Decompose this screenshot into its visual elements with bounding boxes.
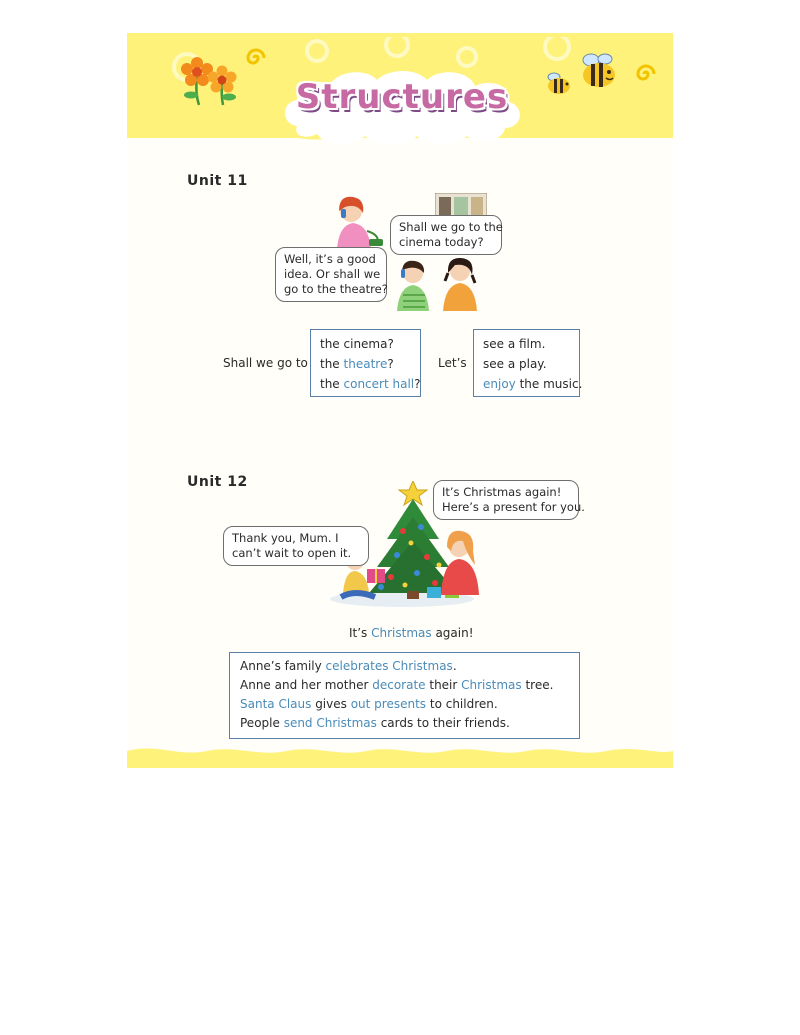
page-title: Structures bbox=[295, 77, 509, 117]
text-row bbox=[483, 374, 583, 394]
bubble-line: idea. Or shall we bbox=[284, 267, 381, 281]
text-segment: again! bbox=[431, 626, 474, 640]
key-word: Christmas bbox=[461, 678, 522, 692]
bubble-line: go to the theatre? bbox=[284, 282, 388, 296]
key-word: Christmas bbox=[371, 626, 432, 640]
sentence-box bbox=[229, 652, 580, 739]
key-word: Santa Claus bbox=[240, 697, 312, 711]
bubble-line: It’s Christmas again! bbox=[442, 485, 562, 499]
text-row bbox=[240, 657, 569, 676]
key-word: celebrates Christmas bbox=[325, 659, 453, 673]
swirl-icon bbox=[243, 45, 269, 71]
structure-lead: Shall we go to bbox=[223, 356, 308, 370]
flower-icon bbox=[179, 49, 241, 107]
text-row bbox=[483, 334, 570, 354]
text-segment: their bbox=[425, 678, 462, 692]
unit-heading: Unit 11 bbox=[187, 173, 248, 189]
key-word: out presents bbox=[350, 697, 427, 711]
text-segment: ? bbox=[414, 377, 421, 391]
text-row bbox=[483, 354, 570, 374]
swirl-icon bbox=[633, 61, 659, 87]
unit-heading: Unit 12 bbox=[187, 474, 248, 490]
text-row bbox=[320, 374, 421, 394]
text-segment: Anne and her mother bbox=[240, 678, 373, 692]
text-segment: the bbox=[320, 357, 344, 371]
bee-icon bbox=[545, 71, 573, 95]
text-segment: to children. bbox=[426, 697, 498, 711]
text-segment: see a play. bbox=[483, 357, 547, 371]
text-segment: gives bbox=[311, 697, 351, 711]
structure-box-places bbox=[310, 329, 421, 397]
text-segment: Anne’s family bbox=[240, 659, 326, 673]
text-segment: cards to their friends. bbox=[376, 716, 510, 730]
bubble-line: Well, it’s a good bbox=[284, 252, 376, 266]
key-word: send Christmas bbox=[283, 716, 377, 730]
girl-phone-illustration bbox=[327, 191, 387, 249]
bubble-line: Shall we go to the bbox=[399, 220, 503, 234]
bee-icon bbox=[579, 51, 619, 89]
bubble-line: cinema today? bbox=[399, 235, 484, 249]
structure-mid: Let’s bbox=[438, 356, 467, 370]
text-segment: People bbox=[240, 716, 284, 730]
key-word: concert hall bbox=[343, 377, 415, 391]
textbook-page bbox=[127, 33, 673, 768]
text-row bbox=[320, 334, 411, 354]
bubble-line: Here’s a present for you. bbox=[442, 500, 585, 514]
speech-bubble-boy bbox=[390, 215, 502, 255]
bubble-line: Thank you, Mum. I bbox=[232, 531, 339, 545]
speech-bubble-mother bbox=[433, 480, 585, 520]
key-word: decorate bbox=[372, 678, 426, 692]
text-row bbox=[240, 714, 569, 733]
girl-illustration bbox=[439, 253, 481, 311]
unit-caption bbox=[349, 626, 474, 640]
text-segment: ? bbox=[387, 357, 394, 371]
text-segment: the bbox=[320, 377, 344, 391]
bubble-line: can’t wait to open it. bbox=[232, 546, 352, 560]
speech-bubble-girl bbox=[275, 247, 387, 302]
text-segment: the music. bbox=[515, 377, 583, 391]
key-word: theatre bbox=[343, 357, 388, 371]
text-row bbox=[240, 695, 569, 714]
text-row bbox=[320, 354, 411, 374]
key-word: enjoy bbox=[483, 377, 516, 391]
text-segment: It’s bbox=[349, 626, 372, 640]
text-segment: tree. bbox=[521, 678, 554, 692]
text-segment: see a film. bbox=[483, 337, 546, 351]
structure-box-activities bbox=[473, 329, 583, 397]
text-segment: . bbox=[452, 659, 457, 673]
boy-phone-illustration bbox=[391, 255, 435, 311]
text-row bbox=[240, 676, 569, 695]
speech-bubble-daughter bbox=[223, 526, 369, 566]
footer-wave bbox=[127, 741, 673, 768]
text-segment: the cinema? bbox=[320, 337, 394, 351]
